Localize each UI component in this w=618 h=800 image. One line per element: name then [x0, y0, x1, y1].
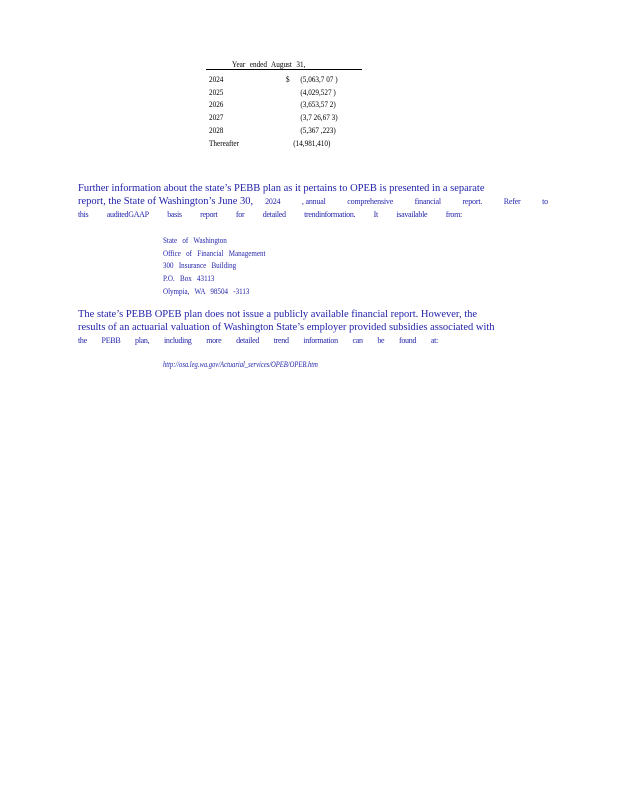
word: this: [78, 210, 89, 219]
word: at:: [430, 336, 438, 345]
word: report: [200, 210, 218, 219]
word: the: [78, 336, 87, 345]
word: PEBB: [101, 336, 121, 345]
word: be: [377, 336, 385, 345]
word: It: [373, 210, 378, 219]
para1-line2: [78, 196, 548, 208]
word: found: [398, 336, 417, 345]
word: comprehensive: [347, 197, 394, 206]
address-line: Olympia, WA 98504 -3113: [163, 286, 250, 296]
word: can: [352, 336, 363, 345]
currency-symbol: $: [286, 75, 290, 84]
year-column: [209, 74, 239, 150]
word: plan,: [135, 336, 150, 345]
currency-symbol: [286, 125, 299, 138]
table-row-year: 2024: [209, 75, 224, 84]
word: isavailable: [396, 210, 428, 219]
para1-line3: [78, 210, 462, 219]
word: to: [542, 197, 548, 206]
word: detailed: [262, 210, 286, 219]
word: auditedGAAP: [106, 210, 149, 219]
para2-line1: The state’s PEBB OPEB plan does not issue a publicly available financial report. However, the: [78, 309, 478, 320]
table-row-amount: (4,029,527 ): [300, 87, 336, 97]
table-row-amount: (3,7 26,67 3): [300, 113, 338, 123]
table-header-rule: [206, 69, 362, 70]
para1-line2-lead: report, the State of Washington’s June 30,: [78, 196, 254, 207]
table-row-amount: (3,653,57 2): [300, 100, 336, 110]
table-row-year: 2028: [209, 125, 224, 135]
word: 2024: [265, 197, 281, 206]
amount-column: [286, 74, 338, 150]
address-line: 300 Insurance Building: [163, 261, 237, 271]
para1-line2-rest: [265, 197, 548, 206]
word: information: [303, 336, 338, 345]
word: from:: [445, 210, 462, 219]
address-line: P.O. Box 43113: [163, 274, 215, 284]
word: more: [206, 336, 222, 345]
para2-line3: [78, 336, 438, 345]
address-line: Office of Financial Management: [163, 248, 266, 258]
table-row-amount: (5,367 ,223): [300, 125, 336, 135]
para2-line2: results of an actuarial valuation of Washington State’s employer provided subsidies associated with: [78, 322, 495, 333]
word: for: [235, 210, 245, 219]
table-header: Year ended August 31,: [232, 60, 306, 69]
table-row-year: 2027: [209, 113, 224, 123]
word: Refer: [503, 197, 521, 206]
word: detailed: [236, 336, 260, 345]
word: , annual: [301, 197, 326, 206]
address-block: [163, 235, 266, 299]
table-row-year: Thereafter: [209, 138, 239, 148]
currency-symbol: [286, 99, 299, 112]
word: financial: [414, 197, 441, 206]
currency-symbol: [286, 112, 299, 125]
word: including: [163, 336, 192, 345]
opeb-link[interactable]: http://osa.leg.wa.gov/Actuarial_services/OPEB/OPEB.htm: [163, 360, 318, 369]
currency-symbol: [286, 87, 299, 100]
word: report.: [462, 197, 483, 206]
table-row-amount: (5,063,7 07 ): [300, 75, 338, 84]
table-row-amount: (14,981,410): [293, 138, 331, 148]
para1-line1: Further information about the state’s PEBB plan as it pertains to OPEB is presented in a separate: [78, 183, 485, 194]
table-row-year: 2026: [209, 100, 224, 110]
word: trendinformation.: [304, 210, 356, 219]
table-row-year: 2025: [209, 87, 224, 97]
word: basis: [167, 210, 182, 219]
word: trend: [273, 336, 289, 345]
address-line: State of Washington: [163, 236, 227, 245]
